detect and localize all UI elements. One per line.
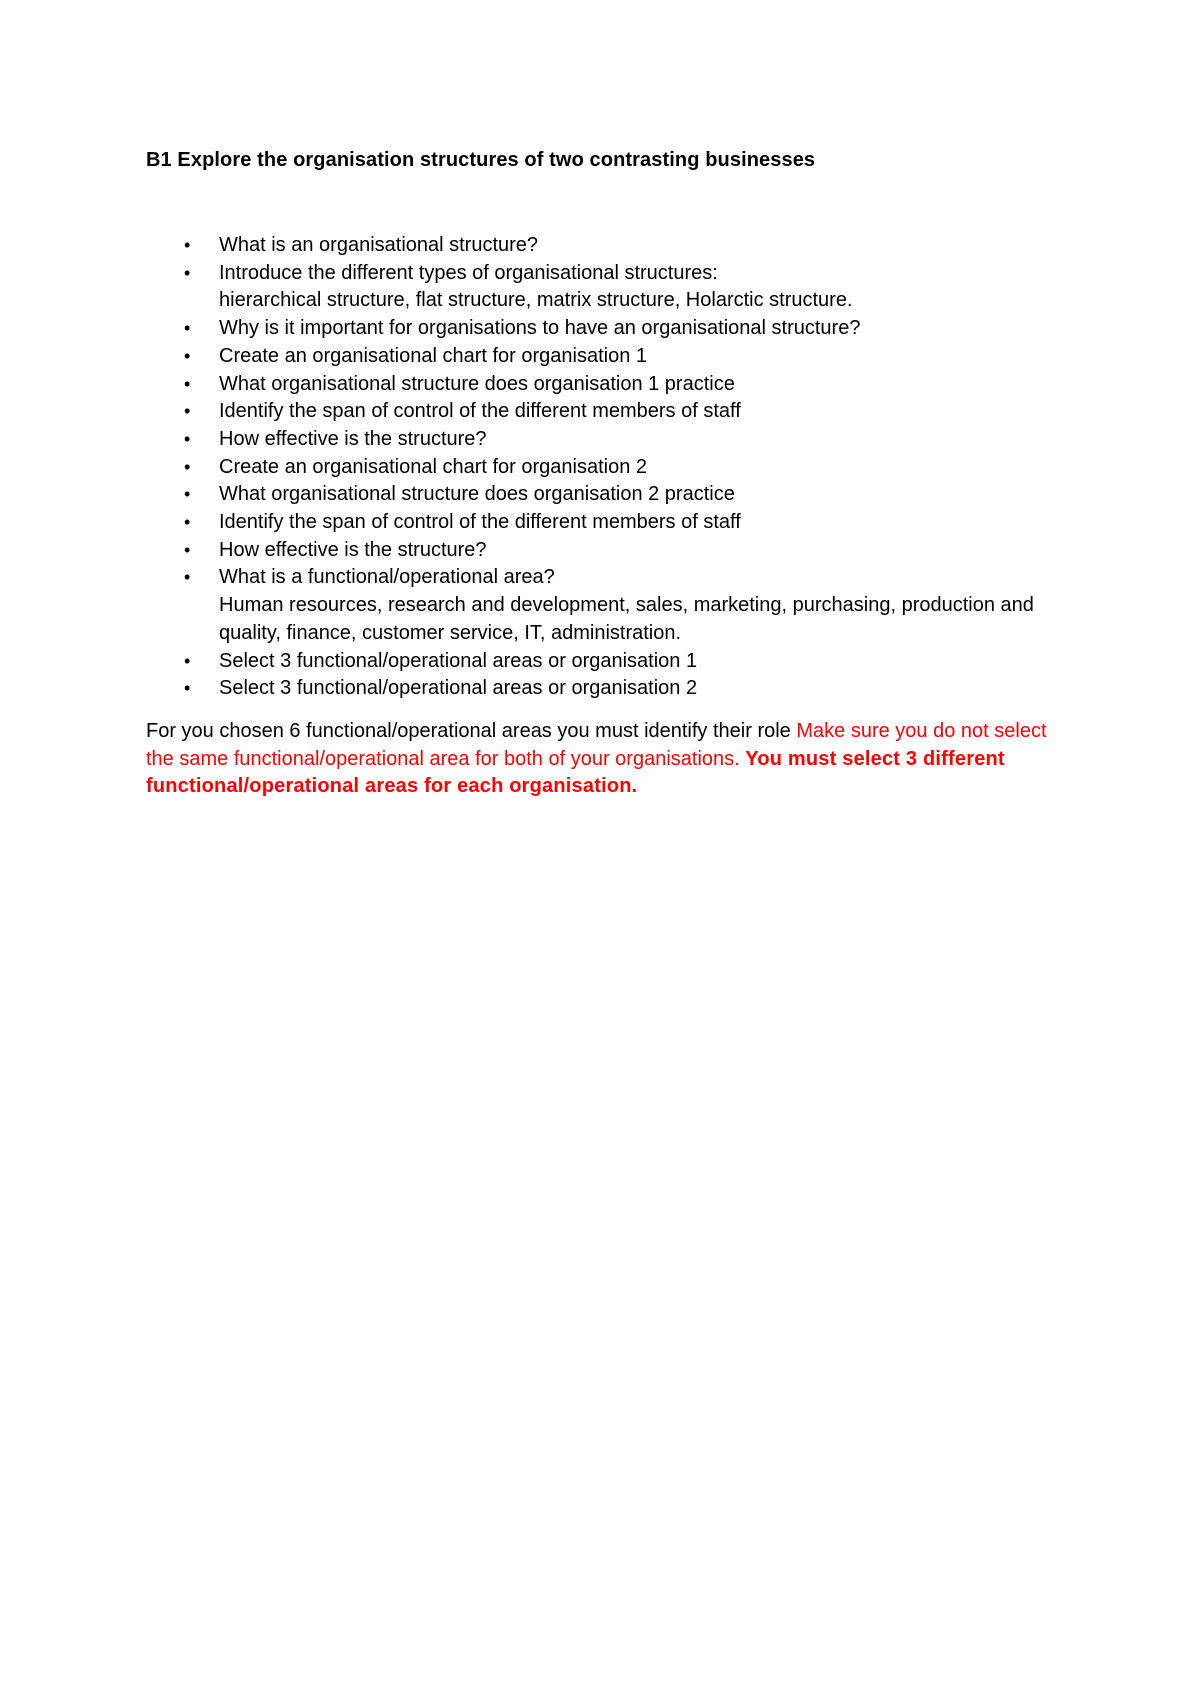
bullet-icon: • <box>184 401 191 422</box>
list-item-text: Select 3 functional/operational areas or organisation 2 <box>219 677 698 700</box>
bullet-icon: • <box>184 650 191 671</box>
list-item-text: Select 3 functional/operational areas or organisation 1 <box>219 649 698 672</box>
bullet-icon: • <box>184 262 191 283</box>
bullet-icon: • <box>184 456 191 477</box>
bullet-icon: • <box>184 318 191 339</box>
list-item-text: What is a functional/operational area? <box>219 566 555 589</box>
document-heading: B1 Explore the organisation structures of two contrasting businesses <box>146 149 816 171</box>
bullet-icon: • <box>184 428 191 449</box>
list-item-text: Identify the span of control of the different members of staff <box>219 400 741 423</box>
instruction-note <box>146 718 1066 801</box>
bullet-icon: • <box>184 567 191 588</box>
list-item <box>146 371 1046 399</box>
list-item-text: Introduce the different types of organisational structures: <box>219 261 718 284</box>
bullet-icon: • <box>184 678 191 699</box>
list-item <box>146 454 1046 482</box>
list-item <box>146 315 1046 343</box>
bullet-icon: • <box>184 539 191 560</box>
list-item-text: Identify the span of control of the different members of staff <box>219 511 741 534</box>
list-item-text: What organisational structure does organisation 1 practice <box>219 372 735 395</box>
list-item-text: Create an organisational chart for organisation 1 <box>219 344 648 367</box>
note-emphasis-text: You must select 3 different functional/operational areas for each organisation. <box>146 747 1005 798</box>
list-item <box>146 648 1046 676</box>
list-item <box>146 537 1046 565</box>
bullet-icon: • <box>184 235 191 255</box>
list-item <box>146 260 1046 315</box>
list-item <box>146 509 1046 537</box>
list-item-subtext: Human resources, research and development, sales, marketing, purchasing, production and quality, finance, customer service, IT, administration. <box>219 594 1034 644</box>
list-item-text: Create an organisational chart for organisation 2 <box>219 455 648 478</box>
note-plain-text: For you chosen 6 functional/operational areas you must identify their role <box>146 720 797 742</box>
bullet-icon: • <box>184 484 191 505</box>
bullet-icon: • <box>184 512 191 533</box>
list-item-text: What is an organisational structure? <box>219 234 539 256</box>
list-item-subtext: hierarchical structure, flat structure, matrix structure, Holarctic structure. <box>219 289 853 312</box>
bullet-icon: • <box>184 345 191 366</box>
task-list <box>146 232 1046 703</box>
list-item-text: Why is it important for organisations to have an organisational structure? <box>219 317 861 340</box>
list-item-text: How effective is the structure? <box>219 538 487 561</box>
list-item <box>146 426 1046 454</box>
list-item <box>146 232 1046 260</box>
bullet-icon: • <box>184 373 191 394</box>
list-item <box>146 343 1046 371</box>
list-item-text: What organisational structure does organisation 2 practice <box>219 483 735 506</box>
list-item <box>146 481 1046 509</box>
list-item <box>146 398 1046 426</box>
note-warning-text: Make sure you do not select the same functional/operational area for both of your organisations. <box>146 720 1047 770</box>
list-item <box>146 564 1046 647</box>
list-item-text: How effective is the structure? <box>219 427 487 450</box>
list-item <box>146 675 1046 703</box>
